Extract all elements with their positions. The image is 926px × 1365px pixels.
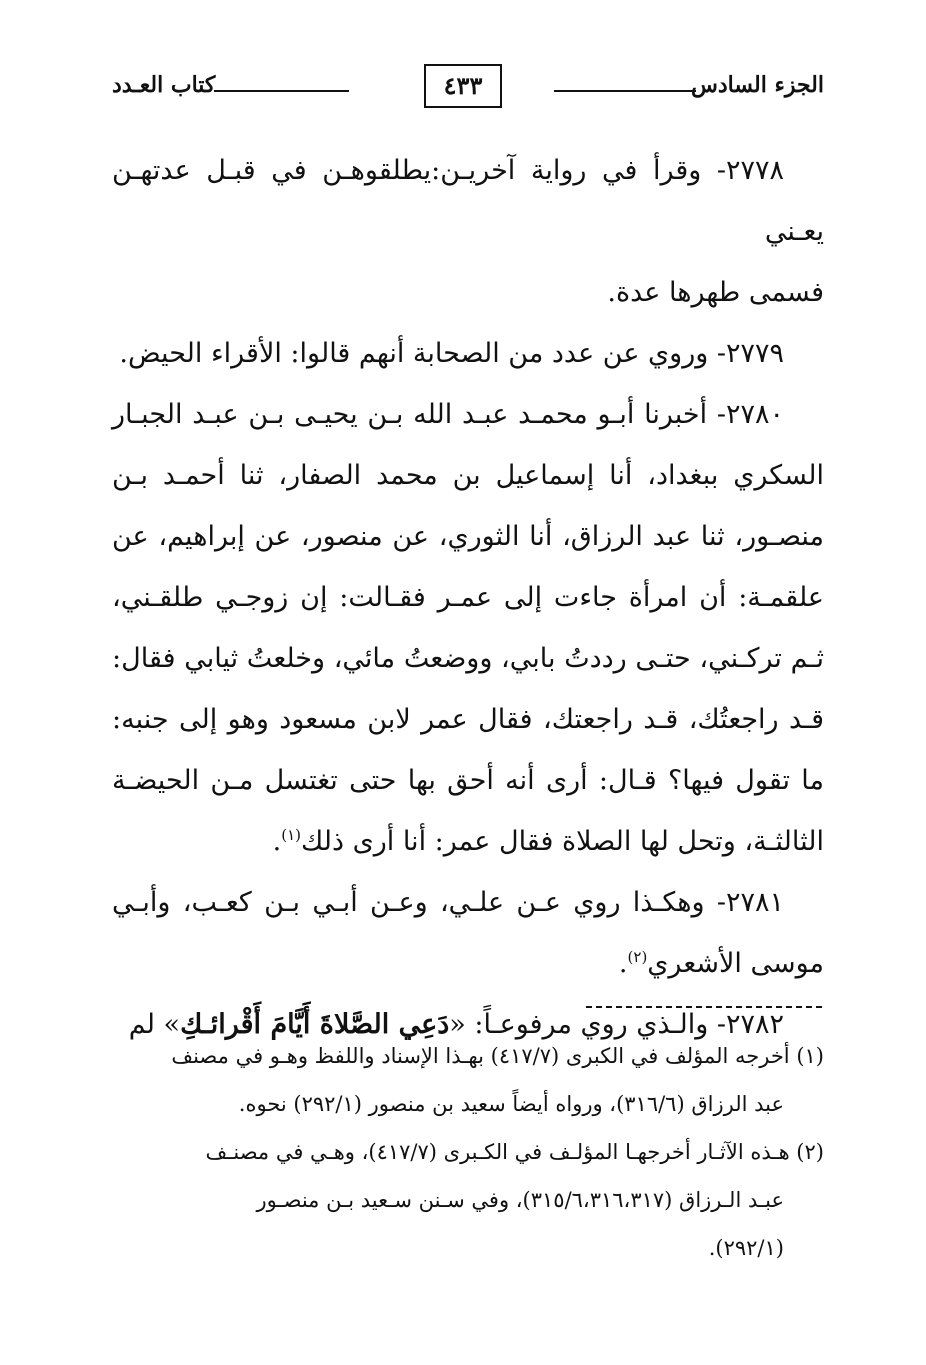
page-number: ٤٣٣ xyxy=(424,64,502,108)
paragraph-2778-continuation xyxy=(112,262,824,323)
paragraph-2780-text: ٢٧٨٠- أخبرنا أبـو محمـد عبـد الله بـن يحيـى بـن عبـد الجبـار السكري ببغداد، أنا إسماعيل بن محمد الصفار، ثنا أحمـد بـن منصـور، ثنا عبد الرزاق، أنا الثوري، عن منصور، عن إبراهيم، عن علقمـة: أن امرأة جاءت إلى عمـر فقـالت: إن زوجـي طلقـني، ثـم تركـني، حتـى رددتُ بابي، ووضعتُ مائي، وخلعتُ ثيابي فقال: قـد راجعتُك، قـد راجعتك، فقال عمر لابن مسعود وهو إلى جنبه: ما تقول فيها؟ قـال: أرى أنه أحق بها حتى تغتسل مـن الحيضـة الثالثـة، وتحل لها الصلاة فقال عمر: أنا أرى ذلك xyxy=(112,399,824,857)
footnote-2-line2: عبـد الـرزاق (٣١٥/٦،٣١٦،٣١٧)، وفي سـنن سـعيد بـن منصـور xyxy=(256,1188,784,1212)
header-rule-left xyxy=(214,90,349,92)
paragraph-2782-start: ٢٧٨٢- والـذي روي مرفوعـاً: « xyxy=(449,1009,784,1040)
paragraph-2779-text: ٢٧٧٩- وروي عن عدد من الصحابة أنهم قالوا: الأقراء الحيض. xyxy=(119,338,784,369)
paragraph-2778-line2: فسمى طهرها عدة. xyxy=(607,277,824,308)
footnote-2-line3: (٢٩٢/١). xyxy=(708,1236,784,1260)
footnotes xyxy=(112,1032,824,1272)
paragraph-2782-end: » لم xyxy=(128,1009,181,1040)
header-rule-right xyxy=(554,90,696,92)
paragraph-2781-end: . xyxy=(618,948,628,979)
paragraph-2781 xyxy=(112,872,824,994)
paragraph-2779 xyxy=(112,323,824,384)
paragraph-2778-line1: ٢٧٧٨- وقرأ في رواية آخريـن:يطلقوهـن في قبـل عدتهـن يعـني xyxy=(112,155,824,247)
paragraph-2778 xyxy=(112,140,824,262)
paragraph-2780 xyxy=(112,384,824,872)
book-title: كتاب العـدد xyxy=(112,72,216,98)
footnote-ref-2[interactable]: (٢) xyxy=(627,948,648,966)
footnote-separator xyxy=(586,1006,822,1008)
hadith-quote: دَعِي الصَّلاةَ أَيَّامَ أَقْرائـكِ xyxy=(180,1009,450,1040)
footnote-ref-1[interactable]: (١) xyxy=(281,826,301,844)
main-text xyxy=(112,140,824,1055)
volume-title: الجزء السادس xyxy=(691,72,824,98)
footnote-2-line1: (٢) هـذه الآثـار أخرجهـا المؤلـف في الكـبرى (٤١٧/٧)، وهـي في مصنـف xyxy=(205,1140,824,1164)
footnote-2 xyxy=(112,1128,824,1272)
footnote-1-line2: عبد الرزاق (٣١٦/٦)، ورواه أيضاً سعيد بن منصور (٢٩٢/١) نحوه. xyxy=(238,1092,784,1116)
footnote-1 xyxy=(112,1032,824,1128)
running-header xyxy=(112,62,824,116)
footnote-1-line1: (١) أخرجه المؤلف في الكبرى (٤١٧/٧) بهـذا الإسناد واللفظ وهـو في مصنف xyxy=(171,1044,824,1068)
paragraph-2780-end: . xyxy=(272,826,282,857)
paragraph-2781-text: ٢٧٨١- وهكـذا روي عـن علـي، وعـن أبـي بـن كعـب، وأبـي موسى الأشعري xyxy=(112,887,824,979)
